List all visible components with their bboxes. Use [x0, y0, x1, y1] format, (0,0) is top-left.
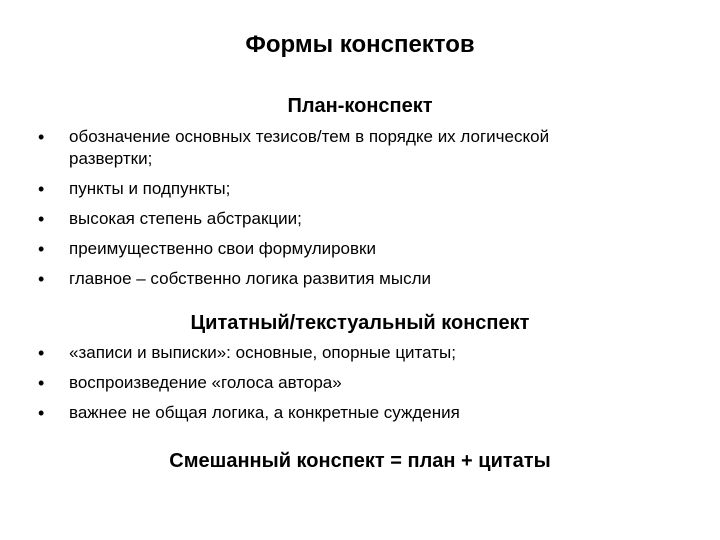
quote-section-heading: Цитатный/текстуальный конспект [190, 312, 530, 334]
bullet-icon: • [38, 343, 45, 363]
list-item-text: «записи и выписки»: основные, опорные цитаты; [69, 343, 456, 362]
list-item [38, 178, 628, 200]
list-item-text: важнее не общая логика, а конкретные суждения [69, 403, 460, 422]
bullet-icon: • [38, 209, 45, 229]
bullet-icon: • [38, 127, 45, 147]
bullet-icon: • [38, 373, 45, 393]
list-item [38, 342, 628, 364]
plan-bullet-list [38, 126, 628, 298]
list-item-text: обозначение основных тезисов/тем в порядке их логической развертки; [69, 127, 550, 168]
list-item-text: главное – собственно логика развития мысли [69, 269, 431, 288]
slide-title: Формы конспектов [245, 31, 475, 58]
list-item-text: воспроизведение «голоса автора» [69, 373, 342, 392]
quote-bullet-list [38, 342, 628, 432]
list-item [38, 402, 628, 424]
list-item [38, 238, 628, 260]
list-item [38, 208, 628, 230]
bullet-icon: • [38, 269, 45, 289]
mixed-section-heading: Смешанный конспект = план + цитаты [169, 450, 551, 472]
plan-section-heading: План-конспект [287, 95, 433, 117]
list-item [38, 126, 628, 170]
list-item-text: преимущественно свои формулировки [69, 239, 376, 258]
list-item-text: высокая степень абстракции; [69, 209, 302, 228]
list-item-text: пункты и подпункты; [69, 179, 231, 198]
bullet-icon: • [38, 239, 45, 259]
bullet-icon: • [38, 403, 45, 423]
list-item [38, 268, 628, 290]
bullet-icon: • [38, 179, 45, 199]
list-item [38, 372, 628, 394]
